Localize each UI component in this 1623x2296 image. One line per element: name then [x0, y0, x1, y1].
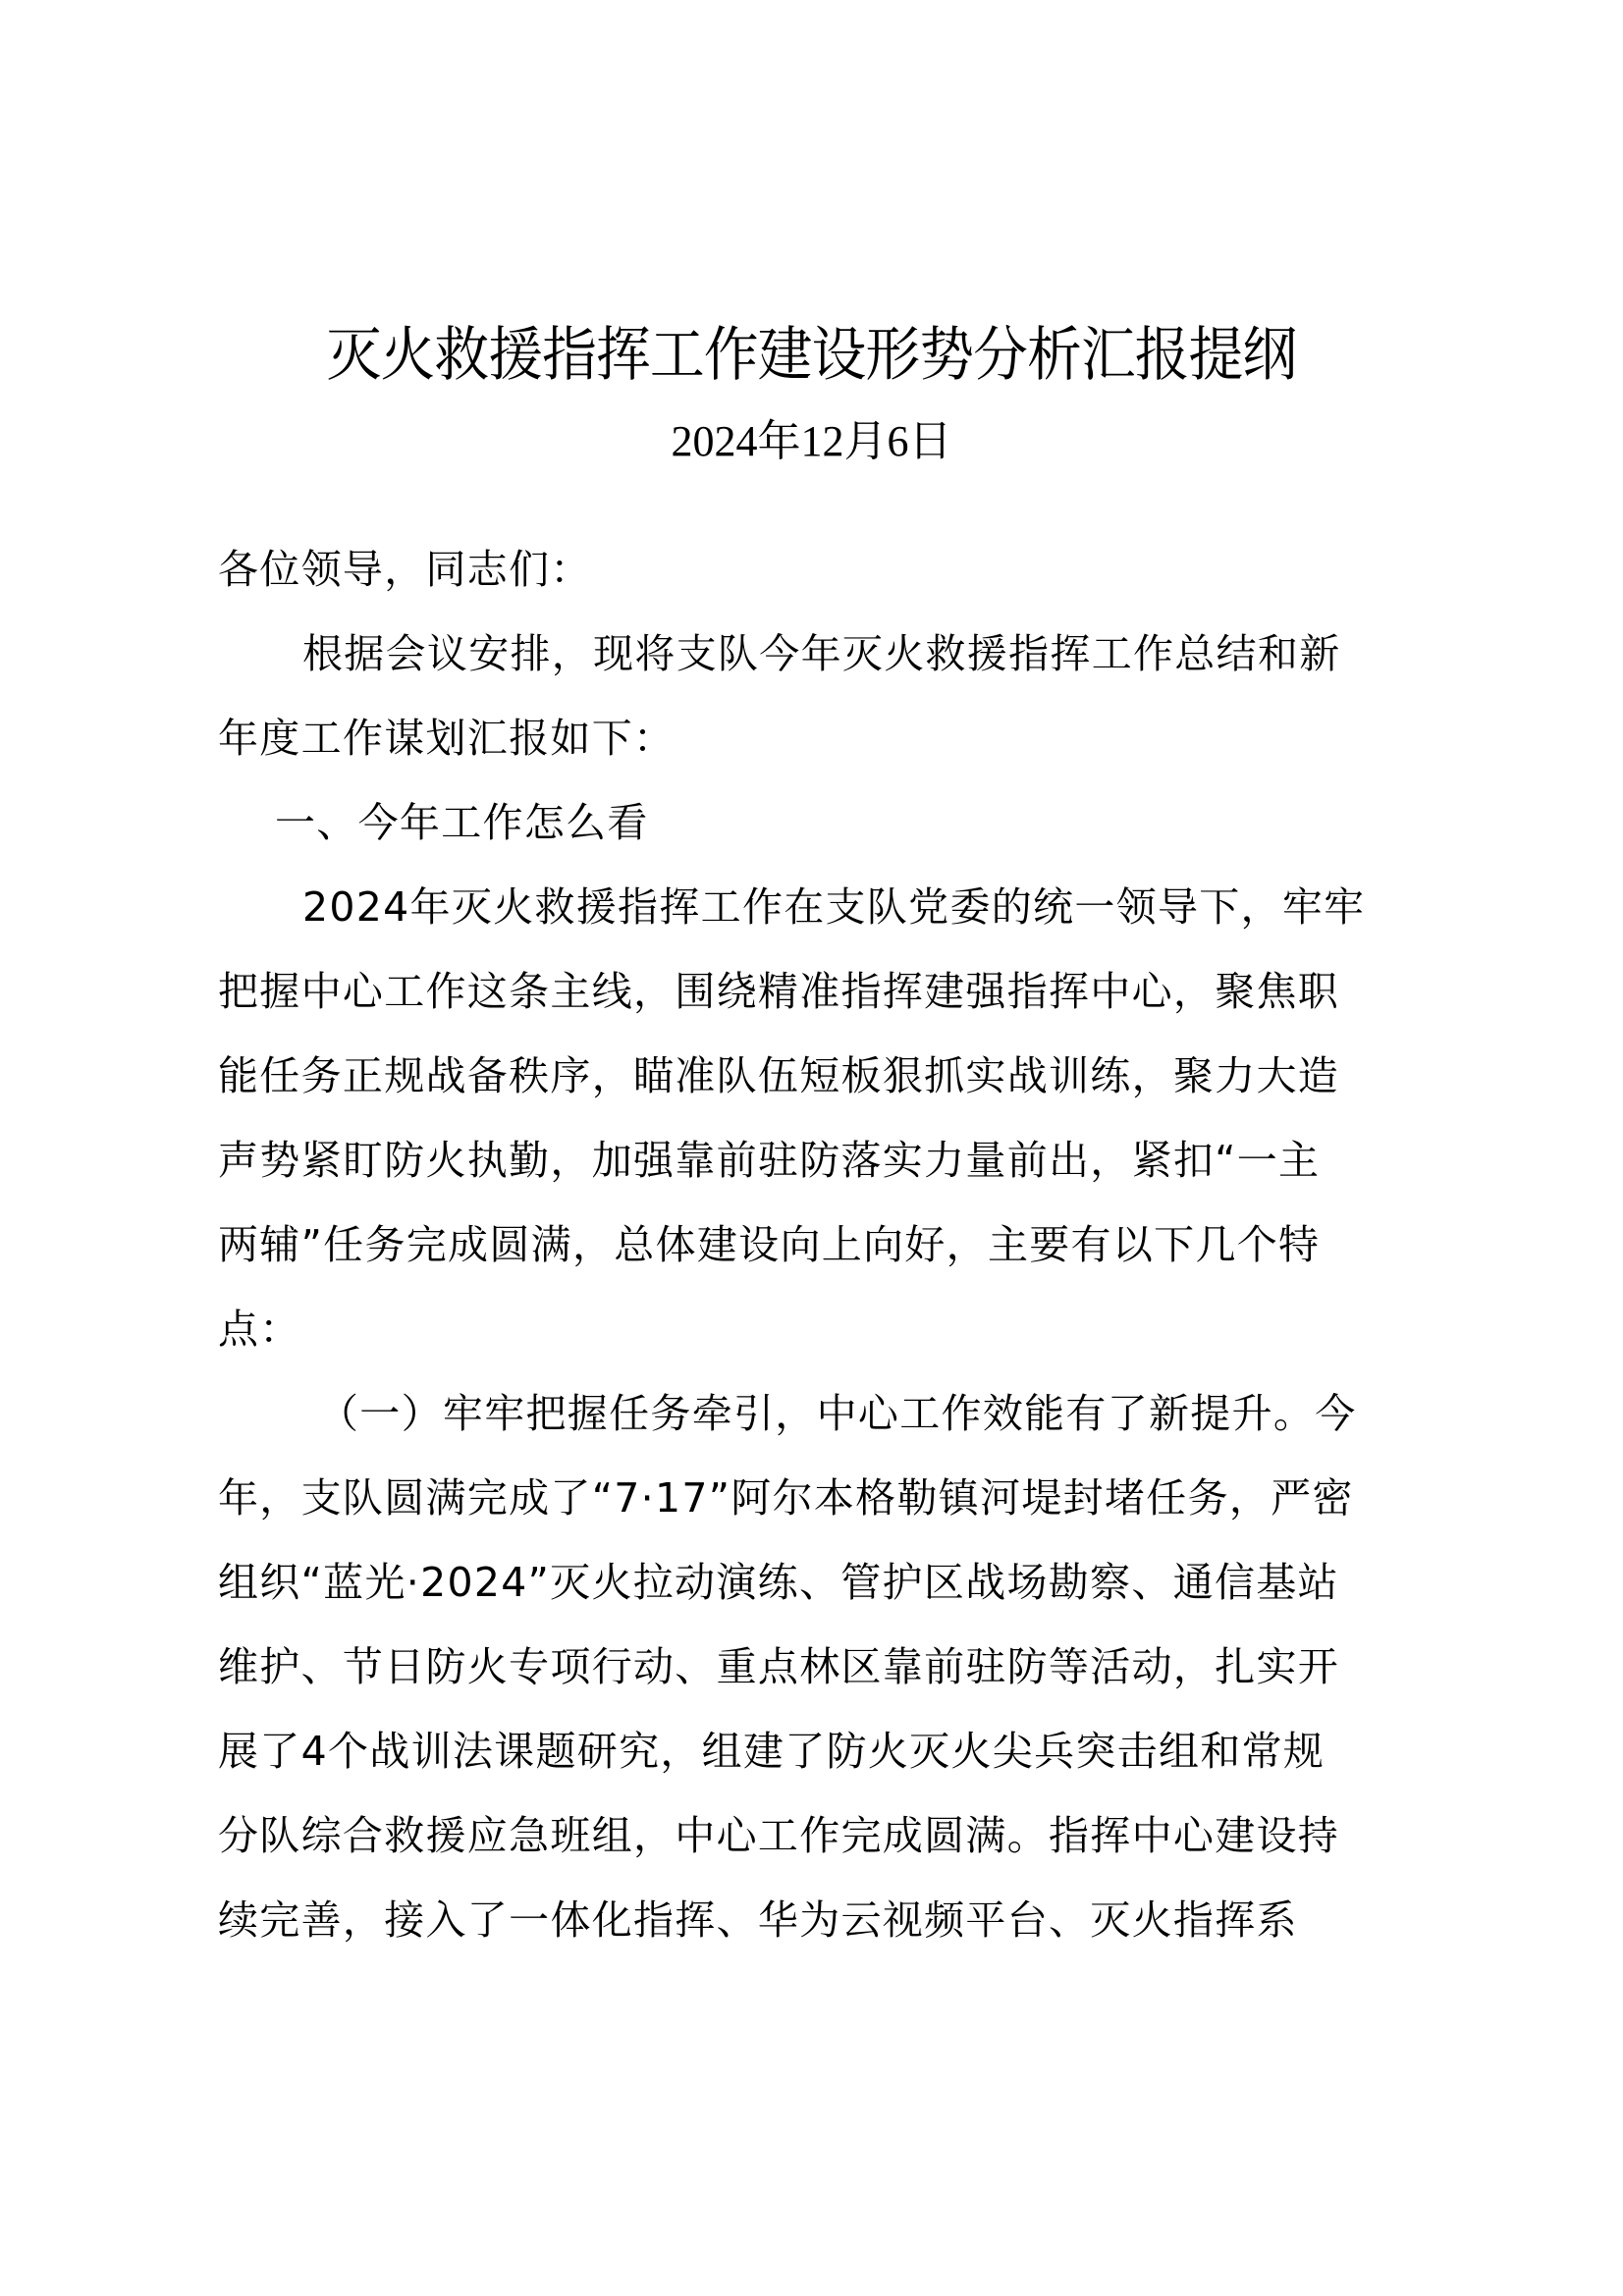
- body-line: 点：: [218, 1306, 301, 1353]
- document-date: 2024年12月6日: [671, 417, 952, 465]
- body-line: 根据会议安排，现将支队今年灭火救援指挥工作总结和新: [302, 630, 1341, 677]
- body-line: 把握中心工作这条主线，围绕精准指挥建强指挥中心，聚焦职: [218, 968, 1340, 1015]
- body-line: 续完善，接入了一体化指挥、华为云视频平台、灭火指挥系: [218, 1896, 1298, 1944]
- body-line: 分队综合救援应急班组，中心工作完成圆满。指挥中心建设持: [218, 1812, 1340, 1859]
- body-line: 两辅”任务完成圆满，总体建设向上向好，主要有以下几个特: [218, 1221, 1321, 1268]
- subsection-line: （一）牢牢把握任务牵引，中心工作效能有了新提升。今: [318, 1390, 1357, 1437]
- salutation: 各位领导，同志们：: [218, 546, 592, 593]
- body-line: 维护、节日防火专项行动、重点林区靠前驻防等活动，扎实开: [218, 1643, 1340, 1690]
- body-line: 展了4个战训法课题研究，组建了防火灭火尖兵突击组和常规: [218, 1728, 1325, 1775]
- body-line: 能任务正规战备秩序，瞄准队伍短板狠抓实战训练，聚力大造: [218, 1052, 1340, 1099]
- body-line: 年度工作谋划汇报如下：: [218, 715, 676, 762]
- body-line: 年，支队圆满完成了“7·17”阿尔本格勒镇河堤封堵任务，严密: [218, 1474, 1354, 1522]
- body-line: 组织“蓝光·2024”灭火拉动演练、管护区战场勘察、通信基站: [218, 1559, 1339, 1606]
- body-line: 声势紧盯防火执勤，加强靠前驻防落实力量前出，紧扣“一主: [218, 1137, 1321, 1184]
- document-body: [218, 538, 1411, 1973]
- body-line: 2024年灭火救援指挥工作在支队党委的统一领导下，牢牢: [302, 883, 1366, 931]
- document-title: 灭火救援指挥工作建设形势分析汇报提纲: [326, 321, 1297, 390]
- section-heading: 一、今年工作怎么看: [275, 799, 649, 846]
